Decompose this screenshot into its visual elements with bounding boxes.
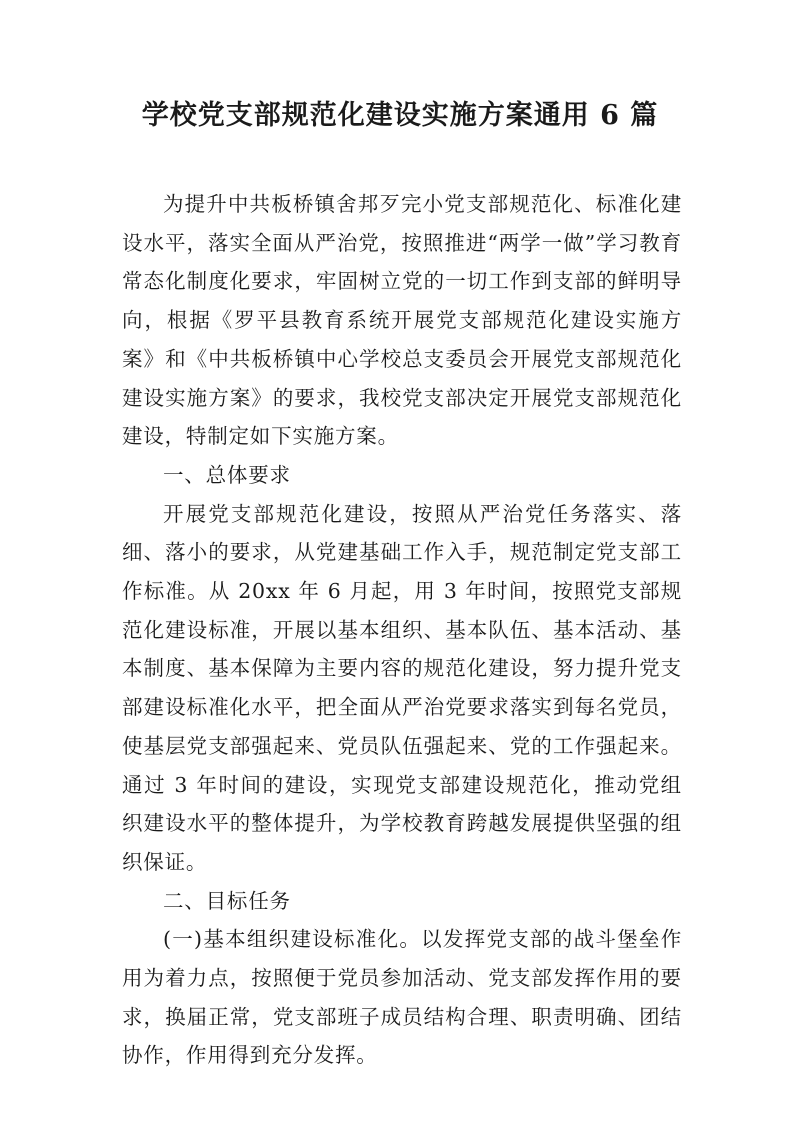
document-body	[122, 185, 682, 1075]
section-heading-general-requirements: 一、总体要求	[163, 462, 291, 487]
section-heading-goals-tasks: 二、目标任务	[163, 888, 291, 913]
general-requirements-paragraph: 开展党支部规范化建设，按照从严治党任务落实、落细、落小的要求，从党建基础工作入手，规范制定党支部工作标准。从 20xx 年 6 月起，用 3 年时间，按照党支部规范化建设标准，开展以基本组织、基本队伍、基本活动、基本制度、基本保障为主要内容的规范化建设，努力提升党支部建设标准化水平，把全面从严治党要求落实到每名党员，使基层党支部强起来、党员队伍强起来、党的工作强起来。通过 3 年时间的建设，实现党支部建设规范化，推动党组织建设水平的整体提升，为学校教育跨越发展提供坚强的组织保证。	[122, 501, 682, 874]
intro-paragraph: 为提升中共板桥镇舍邦歹完小党支部规范化、标准化建设水平，落实全面从严治党，按照推进“两学一做”学习教育常态化制度化要求，牢固树立党的一切工作到支部的鲜明导向，根据《罗平县教育系统开展党支部规范化建设实施方案》和《中共板桥镇中心学校总支委员会开展党支部规范化建设实施方案》的要求，我校党支部决定开展党支部规范化建设，特制定如下实施方案。	[122, 192, 682, 449]
document-title: 学校党支部规范化建设实施方案通用 6 篇	[141, 100, 659, 131]
basic-organization-paragraph: (一)基本组织建设标准化。以发挥党支部的战斗堡垒作用为着力点，按照便于党员参加活动、党支部发挥作用的要求，换届正常，党支部班子成员结构合理、职责明确、团结协作，作用得到充分发挥。	[122, 927, 682, 1068]
